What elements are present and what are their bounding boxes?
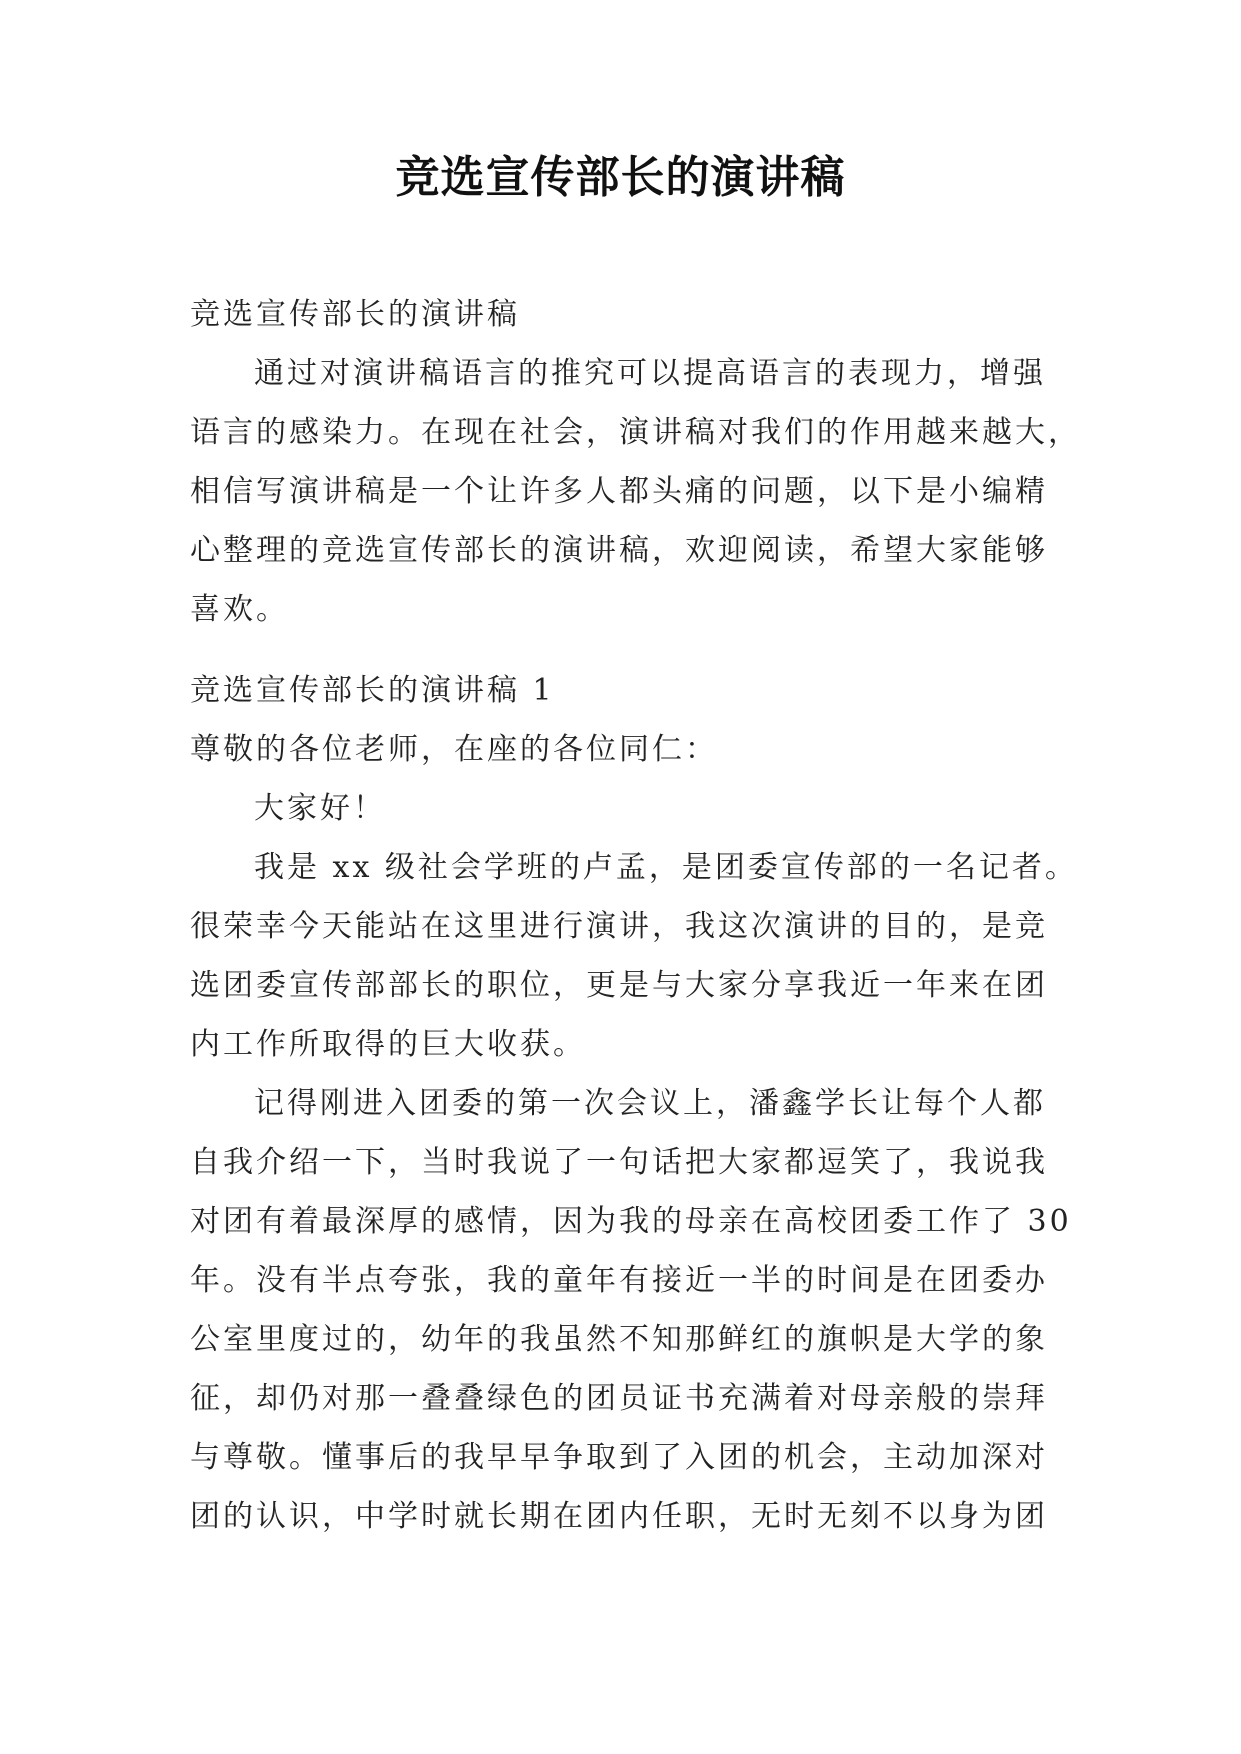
paragraph-line: 很荣幸今天能站在这里进行演讲，我这次演讲的目的，是竞	[190, 909, 1048, 944]
paragraph-line: 自我介绍一下，当时我说了一句话把大家都逗笑了，我说我	[190, 1145, 1048, 1180]
paragraph-line: 与尊敬。懂事后的我早早争取到了入团的机会，主动加深对	[190, 1440, 1048, 1475]
paragraph-line: 公室里度过的，幼年的我虽然不知那鲜红的旗帜是大学的象	[190, 1322, 1048, 1357]
section-heading: 竞选宣传部长的演讲稿 1	[190, 673, 555, 708]
paragraph-line: 我是 xx 级社会学班的卢孟，是团委宣传部的一名记者。	[254, 850, 1078, 885]
document-title: 竞选宣传部长的演讲稿	[395, 152, 846, 203]
greeting: 大家好！	[254, 791, 386, 826]
document-body	[190, 285, 1081, 1546]
intro-line: 语言的感染力。在现在社会，演讲稿对我们的作用越来越大，	[190, 415, 1081, 450]
salutation: 尊敬的各位老师，在座的各位同仁：	[190, 732, 718, 767]
document-subtitle: 竞选宣传部长的演讲稿	[190, 297, 520, 332]
paragraph-line: 对团有着最深厚的感情，因为我的母亲在高校团委工作了 30	[190, 1204, 1072, 1239]
intro-line: 心整理的竞选宣传部长的演讲稿，欢迎阅读，希望大家能够	[190, 533, 1048, 568]
section-gap	[190, 639, 1070, 661]
intro-line: 相信写演讲稿是一个让许多人都头痛的问题，以下是小编精	[190, 474, 1048, 509]
paragraph-line: 征，却仍对那一叠叠绿色的团员证书充满着对母亲般的崇拜	[190, 1381, 1048, 1416]
intro-line: 喜欢。	[190, 592, 289, 627]
intro-line: 通过对演讲稿语言的推究可以提高语言的表现力，增强	[254, 356, 1046, 391]
paragraph-line: 年。没有半点夸张，我的童年有接近一半的时间是在团委办	[190, 1263, 1048, 1298]
paragraph-line: 团的认识，中学时就长期在团内任职，无时无刻不以身为团	[190, 1499, 1048, 1534]
paragraph-line: 记得刚进入团委的第一次会议上，潘鑫学长让每个人都	[254, 1086, 1046, 1121]
paragraph-line: 选团委宣传部部长的职位，更是与大家分享我近一年来在团	[190, 968, 1048, 1003]
paragraph-line: 内工作所取得的巨大收获。	[190, 1027, 586, 1062]
